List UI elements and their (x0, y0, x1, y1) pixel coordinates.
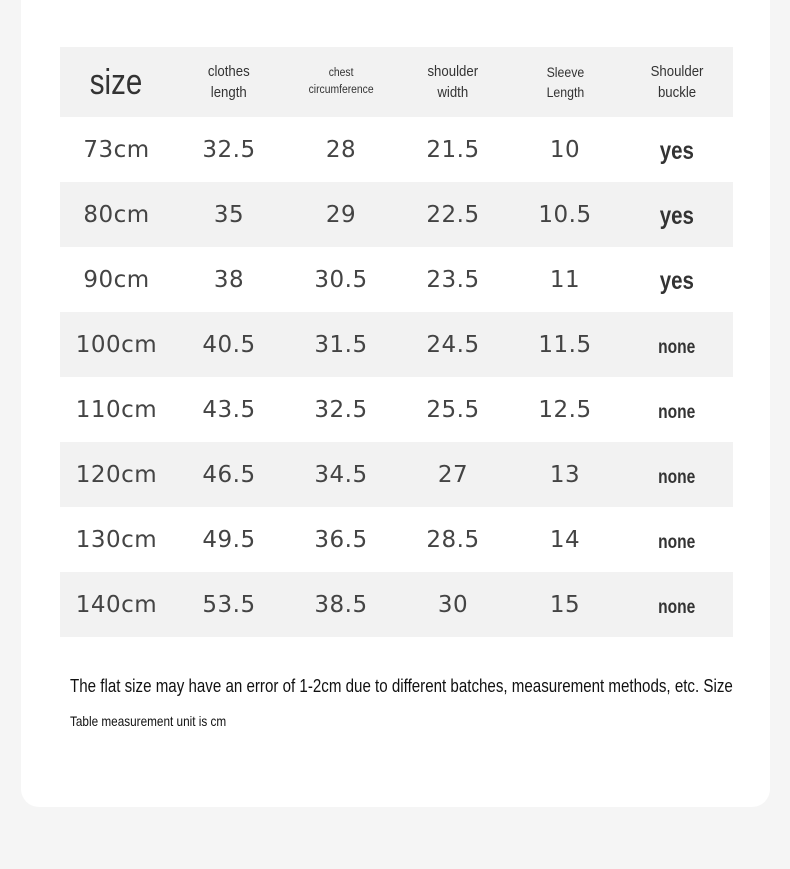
cell-chest: 31.5 (314, 331, 368, 358)
header-shoulder-width-line2: width (437, 84, 469, 101)
cell-shoulder-buckle: yes (659, 137, 695, 165)
header-clothes-length-line2: length (211, 84, 247, 101)
cell-size: 120cm (75, 461, 158, 488)
header-size: size (90, 61, 143, 102)
cell-clothes-length: 32.5 (202, 136, 256, 163)
cell-shoulder-width: 23.5 (426, 266, 480, 293)
header-chest-circumference (285, 47, 397, 117)
header-sleeve-length-line1: Sleeve (546, 64, 584, 80)
cell-chest: 30.5 (314, 266, 368, 293)
cell-clothes-length: 49.5 (202, 526, 256, 553)
cell-shoulder-buckle: none (658, 401, 696, 423)
cell-shoulder-buckle: none (658, 596, 696, 618)
cell-sleeve-length: 10.5 (538, 201, 592, 228)
cell-sleeve-length: 15 (549, 591, 581, 618)
table-row (60, 442, 733, 507)
header-sleeve-length-line2: Length (546, 84, 584, 100)
cell-shoulder-buckle: none (658, 336, 696, 358)
cell-size: 130cm (75, 526, 158, 553)
cell-size: 140cm (75, 591, 158, 618)
cell-chest: 32.5 (314, 396, 368, 423)
header-shoulder-buckle-line1: Shoulder (650, 63, 704, 80)
cell-chest: 28 (325, 136, 357, 163)
cell-size: 73cm (83, 136, 150, 163)
cell-shoulder-width: 28.5 (426, 526, 480, 553)
table-row (60, 247, 733, 312)
header-chest-line1: chest (328, 67, 354, 79)
header-shoulder-width (397, 47, 509, 117)
cell-shoulder-width: 22.5 (426, 201, 480, 228)
cell-shoulder-buckle: yes (659, 202, 695, 230)
table-row (60, 507, 733, 572)
cell-sleeve-length: 11.5 (538, 331, 592, 358)
header-shoulder-buckle-line2: buckle (657, 84, 697, 101)
header-shoulder-buckle (621, 47, 733, 117)
cell-shoulder-width: 30 (437, 591, 469, 618)
cell-size: 90cm (83, 266, 150, 293)
measurement-note-line2: Table measurement unit is cm (70, 713, 227, 729)
cell-clothes-length: 38 (213, 266, 245, 293)
header-clothes-length (173, 47, 285, 117)
cell-sleeve-length: 11 (549, 266, 581, 293)
cell-chest: 36.5 (314, 526, 368, 553)
cell-clothes-length: 43.5 (202, 396, 256, 423)
cell-size: 100cm (75, 331, 158, 358)
table-row (60, 377, 733, 442)
cell-clothes-length: 35 (213, 201, 245, 228)
cell-sleeve-length: 13 (549, 461, 581, 488)
table-row (60, 117, 733, 182)
header-clothes-length-line1: clothes (208, 63, 250, 80)
cell-chest: 29 (325, 201, 357, 228)
header-shoulder-width-line1: shoulder (427, 63, 479, 80)
size-chart-table (60, 47, 733, 637)
cell-shoulder-width: 24.5 (426, 331, 480, 358)
cell-sleeve-length: 14 (549, 526, 581, 553)
table-row (60, 312, 733, 377)
cell-size: 80cm (83, 201, 150, 228)
cell-clothes-length: 46.5 (202, 461, 256, 488)
table-row (60, 182, 733, 247)
header-chest-line2: circumference (308, 84, 374, 96)
cell-clothes-length: 53.5 (202, 591, 256, 618)
cell-shoulder-buckle: yes (659, 267, 695, 295)
header-sleeve-length (509, 47, 621, 117)
cell-shoulder-buckle: none (658, 466, 696, 488)
cell-shoulder-width: 21.5 (426, 136, 480, 163)
cell-shoulder-buckle: none (658, 531, 696, 553)
cell-chest: 38.5 (314, 591, 368, 618)
cell-clothes-length: 40.5 (202, 331, 256, 358)
cell-shoulder-width: 27 (437, 461, 469, 488)
measurement-note-line1: The flat size may have an error of 1-2cm due to different batches, measurement methods, etc. Size (70, 676, 733, 696)
cell-shoulder-width: 25.5 (426, 396, 480, 423)
cell-sleeve-length: 12.5 (538, 396, 592, 423)
table-header-row (60, 47, 733, 117)
cell-size: 110cm (75, 396, 158, 423)
cell-chest: 34.5 (314, 461, 368, 488)
table-row (60, 572, 733, 637)
cell-sleeve-length: 10 (549, 136, 581, 163)
